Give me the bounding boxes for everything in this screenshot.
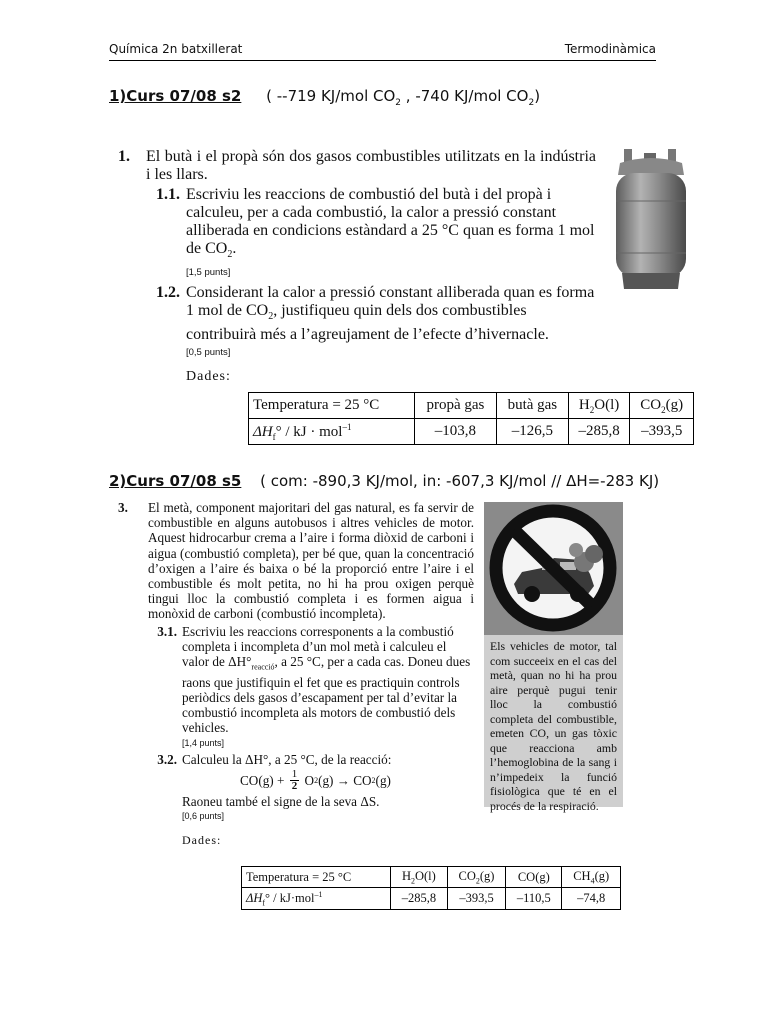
table-2-cell: –110,5 bbox=[506, 888, 562, 910]
points-1-1: [1,5 punts] bbox=[186, 267, 231, 279]
table-1-cell: –126,5 bbox=[496, 419, 568, 445]
question-1-text: El butà i el propà són dos gasos combustibles utilitzats en la indústria i les llars. bbox=[146, 148, 596, 183]
section-2-label: 2)Curs 07/08 s5 bbox=[109, 472, 242, 490]
section-2-title bbox=[109, 472, 659, 490]
question-3-1: Escriviu les reaccions corresponents a la combustió completa i incompleta d’un mol metà i calculeu el valor de $\Delta H^\circ_{reacció}$, a 25 °C, per a cada cas. Doneu dues raons que justifiquin el fet que es practiquin controls periòdics dels gasos d’escapament per tal d’evitar la combustió incompleta als motors de combustió dels vehicles. [1,4 punts] bbox=[182, 624, 474, 751]
table-1-cell: –103,8 bbox=[414, 419, 496, 445]
question-3: 3. El metà, component majoritari del gas natural, es fa servir de combustible en alguns autobusos i altres vehicles de motor. Aquest hidrocarbur crema a l’aire i forma diòxid de carboni i aigua (combustió completa), per bé que, quan la concentració d’oxigen a l’aire és baixa o bé la proporció entre l’aire i el combustible és molt petita, no hi ha prou oxigen perquè tingui lloc la combustió completa i es formen aigua i monòxid de carboni (combustió incompleta). 3.1. Escriviu les reaccions corresponents a la combustió completa i incompleta d’un mol metà i calculeu el valor de $\Delta H^\circ_{reacció}$, a 25 °C, per a cada cas. Doneu dues raons que justifiquin el fet que es practiquin controls periòdics dels gasos d’escapament per tal d’evitar la combustió incompleta als motors de combustió dels vehicles. [1,4 punts] 3.2. Calculeu la ΔH°, a 25 °C, de la reacció: CO(g) + $\frac{1}{2}$ O 2 (g) → CO 2 (g) Raoneu també el signe de la seva ΔS. [0,6 punts] Dades: bbox=[118, 500, 474, 847]
table-1-row-label: $\Delta H_f^\circ$ / kJ · mol$^{-1}$ bbox=[249, 419, 415, 445]
dades-label-3: Dades: bbox=[182, 832, 222, 847]
question-1: 1. El butà i el propà són dos gasos combustibles utilitzats en la indústria i les llars. 1.1. Escriviu les reaccions de combustió del butà i del propà i calculeu, per a cada combustió, la calor a pressió constant alliberada en condicions estàndard a 25 °C quan es forma 1 mol de $CO_2$. [1,5 punts] 1.2. Considerant la calor a pressió constant alliberada quan es forma 1 mol de $CO_2$, justifiqueu quin dels dos combustibles contribuirà més a l’agreujament de l’efecte d’hivernacle. [0,5 punts] Dades: bbox=[118, 148, 596, 385]
table-1-header: $CO_2(g)$ bbox=[630, 393, 694, 419]
question-1-1: Escriviu les reaccions de combustió del butà i del propà i calculeu, per a cada combustió, la calor a pressió constant alliberada en condicions estàndard a 25 °C quan es forma 1 mol de $CO_2$. [1,5 punts] bbox=[186, 186, 596, 282]
table-1-cell: –393,5 bbox=[630, 419, 694, 445]
points-3-1: [1,4 punts] bbox=[182, 737, 225, 748]
question-3-2: Calculeu la ΔH°, a 25 °C, de la reacció: CO(g) + $\frac{1}{2}$ O 2 (g) → CO 2 (g) Raoneu també el signe de la seva ΔS. [0,6 punts] bbox=[182, 752, 391, 825]
table-1-header: Temperatura = 25 °C bbox=[249, 393, 415, 419]
data-table-1 bbox=[248, 392, 694, 445]
table-2-cell: –393,5 bbox=[447, 888, 506, 910]
table-2-header: CO(g) bbox=[506, 867, 562, 888]
image-caption: Els vehicles de motor, tal com succeeix en el cas del metà, quan no hi ha prou aire perquè pugui tenir lloc la combustió completa del combustible, emeten CO, un gas tòxic que reacciona amb l’hemoglobina de la sang i n’impedeix la funció fisiològica que té en el procés de la respiració. bbox=[484, 635, 623, 807]
header-topic: Termodinàmica bbox=[564, 42, 656, 56]
table-2-cell: –74,8 bbox=[562, 888, 621, 910]
reaction-equation: CO(g) + $\frac{1}{2}$ O 2 (g) → CO 2 (g) bbox=[240, 768, 391, 793]
gas-cylinder-icon bbox=[606, 145, 696, 293]
section-2-answers: ( com: -890,3 KJ/mol, in: -607,3 KJ/mol // ΔH=-283 KJ) bbox=[260, 472, 660, 490]
points-3-2: [0,6 punts] bbox=[182, 811, 225, 822]
data-table-2 bbox=[241, 866, 621, 910]
points-1-2: [0,5 punts] bbox=[186, 347, 231, 359]
table-1-header: $H_2O(l)$ bbox=[568, 393, 630, 419]
question-3-text: El metà, component majoritari del gas natural, es fa servir de combustible en alguns autobusos i altres vehicles de motor. Aquest hidrocarbur crema a l’aire i forma diòxid de carboni i aigua (combustió completa), per bé que, quan la concentració d’oxigen a l’aire és baixa o bé la proporció entre l’aire i el combustible és molt petita, no hi ha prou oxigen perquè tingui lloc la combustió completa i es formen aigua i monòxid de carboni (combustió incompleta). bbox=[148, 500, 474, 622]
table-1-header: butà gas bbox=[496, 393, 568, 419]
header-subject: Química 2n batxillerat bbox=[109, 42, 243, 56]
table-2-header: $H_2O(l)$ bbox=[391, 867, 448, 888]
section-1-label: 1)Curs 07/08 s2 bbox=[109, 87, 242, 105]
question-1-2: Considerant la calor a pressió constant alliberada quan es forma 1 mol de $CO_2$, justifiqueu quin dels dos combustibles contribuirà més a l’agreujament de l’efecte d’hivernacle. [0,5 punts] bbox=[186, 284, 596, 362]
table-1-cell: –285,8 bbox=[568, 419, 630, 445]
table-2-row-label: $\Delta H_f^\circ / kJ\cdot mol^{-1}$ bbox=[242, 888, 391, 910]
section-1-answers: ( --719 KJ/mol $CO_2$ , -740 KJ/mol $CO_2$) bbox=[266, 87, 541, 108]
table-2-cell: –285,8 bbox=[391, 888, 448, 910]
page-header bbox=[109, 42, 656, 61]
table-1-header: propà gas bbox=[414, 393, 496, 419]
table-2-header: $CO_2(g)$ bbox=[447, 867, 506, 888]
dades-label-1: Dades: bbox=[186, 369, 231, 385]
table-2-header: Temperatura = 25 °C bbox=[242, 867, 391, 888]
section-1-title bbox=[109, 87, 540, 108]
no-smoke-car-icon bbox=[484, 502, 623, 635]
table-2-header: $CH_4(g)$ bbox=[562, 867, 621, 888]
